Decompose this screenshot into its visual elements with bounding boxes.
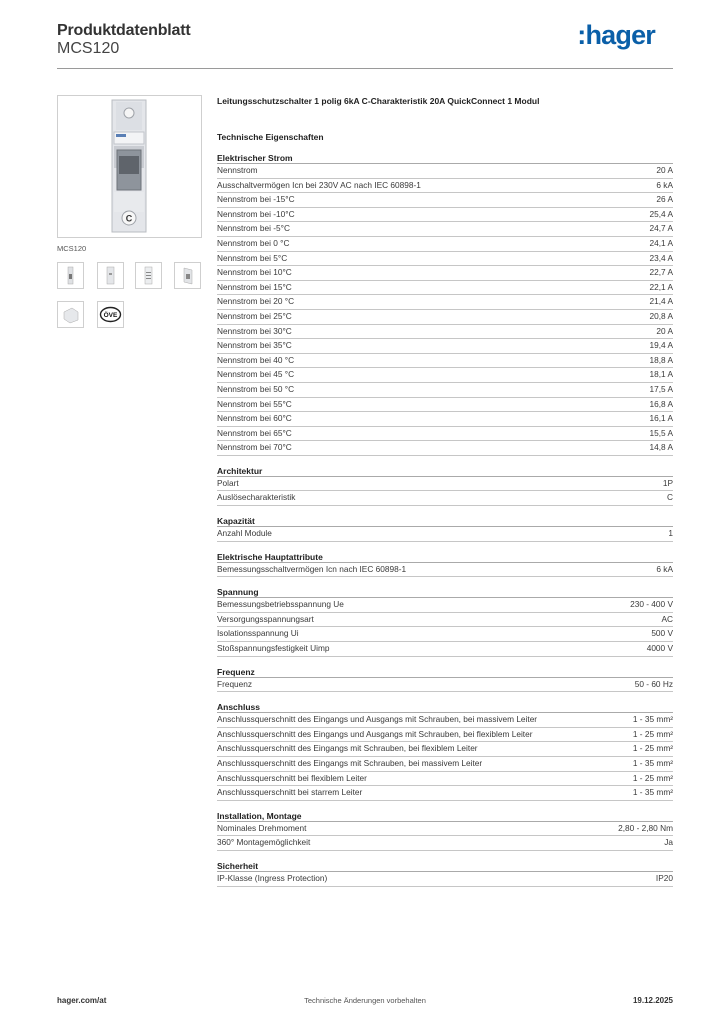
spec-row — [217, 713, 673, 728]
spec-value: 14,8 A — [649, 442, 673, 453]
header-divider — [57, 68, 673, 69]
label-view-thumbnail[interactable] — [135, 262, 162, 289]
product-code: MCS120 — [57, 40, 120, 57]
spec-value: 20 A — [656, 325, 673, 336]
spec-value: IP20 — [655, 872, 673, 883]
spec-label: Stoßspannungsfestigkeit Uimp — [217, 643, 330, 654]
spec-row — [217, 252, 673, 267]
spec-label: Nennstrom bei 55°C — [217, 398, 292, 409]
footer-date: 19.12.2025 — [632, 996, 673, 1005]
spec-value: 1P — [662, 477, 673, 488]
spec-label: Nennstrom bei 10°C — [217, 267, 292, 278]
spec-label: Ausschaltvermögen Icn bei 230V AC nach IEC 60898-1 — [217, 179, 421, 190]
spec-row — [217, 757, 673, 772]
spec-label: Isolationsspannung Ui — [217, 628, 299, 639]
spec-row — [217, 281, 673, 296]
spec-value: 18,1 A — [649, 369, 673, 380]
spec-row — [217, 477, 673, 492]
spec-value: 1 - 25 mm² — [632, 772, 673, 783]
document-title: Produktdatenblatt — [57, 22, 191, 39]
ove-certification-thumbnail[interactable] — [97, 301, 124, 328]
spec-value: 24,7 A — [649, 223, 673, 234]
side-view-thumbnail[interactable] — [97, 262, 124, 289]
spec-label: IP-Klasse (Ingress Protection) — [217, 872, 328, 883]
footer-note: Technische Änderungen vorbehalten — [304, 996, 426, 1005]
spec-label: Nennstrom bei 15°C — [217, 281, 292, 292]
section-title: Kapazität — [217, 515, 673, 527]
spec-label: Nennstrom bei 70°C — [217, 442, 292, 453]
spec-row — [217, 266, 673, 281]
section-title: Anschluss — [217, 701, 673, 713]
spec-row — [217, 383, 673, 398]
spec-row — [217, 208, 673, 223]
spec-row — [217, 222, 673, 237]
spec-section — [217, 666, 673, 693]
spec-row — [217, 354, 673, 369]
spec-label: Anschlussquerschnitt des Eingangs und Ausgangs mit Schrauben, bei massivem Leiter — [217, 714, 538, 725]
spec-value: 20,8 A — [649, 310, 673, 321]
spec-label: Nennstrom — [217, 165, 258, 175]
spec-section — [217, 810, 673, 851]
spec-label: Nennstrom bei -10°C — [217, 208, 295, 219]
spec-value: 16,8 A — [649, 398, 673, 409]
spec-value: 17,5 A — [649, 383, 673, 394]
spec-label: Bemessungsbetriebsspannung Ue — [217, 599, 344, 610]
spec-section — [217, 515, 673, 542]
spec-value: Ja — [664, 837, 673, 848]
spec-row — [217, 772, 673, 787]
spec-label: Anzahl Module — [217, 528, 272, 539]
spec-label: Nennstrom bei 30°C — [217, 325, 292, 336]
spec-value: 1 - 35 mm² — [632, 714, 673, 725]
spec-section — [217, 860, 673, 887]
spec-label: Nennstrom bei 65°C — [217, 427, 292, 438]
spec-value: 50 - 60 Hz — [634, 678, 673, 689]
spec-value: 22,7 A — [649, 267, 673, 278]
spec-section — [217, 701, 673, 801]
spec-label: Nennstrom bei 40 °C — [217, 354, 295, 365]
spec-label: Nominales Drehmoment — [217, 822, 307, 833]
section-title: Sicherheit — [217, 860, 673, 872]
section-title: Installation, Montage — [217, 810, 673, 822]
spec-section — [217, 551, 673, 578]
spec-label: Nennstrom bei 5°C — [217, 252, 288, 263]
spec-row — [217, 441, 673, 456]
hager-logo: :hager — [577, 20, 655, 50]
spec-value: 24,1 A — [649, 237, 673, 248]
spec-label: Nennstrom bei 45 °C — [217, 369, 295, 380]
spec-label: Anschlussquerschnitt des Eingangs und Ausgangs mit Schrauben, bei flexiblem Leiter — [217, 728, 533, 739]
spec-section — [217, 152, 673, 456]
spec-label: Polart — [217, 477, 239, 488]
spec-label: Nennstrom bei 50 °C — [217, 383, 295, 394]
spec-value: 1 - 25 mm² — [632, 743, 673, 754]
technical-properties-heading: Technische Eigenschaften — [217, 132, 324, 142]
spec-value: 18,8 A — [649, 354, 673, 365]
spec-value: 2,80 - 2,80 Nm — [618, 822, 673, 833]
circuit-breaker-illustration — [58, 96, 201, 237]
spec-row — [217, 325, 673, 340]
svg-text:C: C — [125, 213, 133, 224]
spec-value: 6 kA — [656, 563, 673, 574]
spec-label: Nennstrom bei 35°C — [217, 340, 292, 351]
spec-row — [217, 193, 673, 208]
spec-row — [217, 179, 673, 194]
spec-row — [217, 642, 673, 657]
spec-value: 1 - 35 mm² — [632, 758, 673, 768]
spec-row — [217, 427, 673, 442]
spec-label: Anschlussquerschnitt des Eingangs mit Schrauben, bei flexiblem Leiter — [217, 743, 478, 754]
spec-value: 15,5 A — [649, 427, 673, 438]
spec-row — [217, 742, 673, 757]
spec-row — [217, 491, 673, 506]
spec-label: Anschlussquerschnitt bei starrem Leiter — [217, 787, 363, 798]
spec-value: 20 A — [656, 165, 673, 175]
spec-label: Nennstrom bei 20 °C — [217, 296, 295, 307]
spec-value: 23,4 A — [649, 252, 673, 263]
spec-row — [217, 786, 673, 801]
section-title: Frequenz — [217, 666, 673, 678]
spec-label: Bemessungsschaltvermögen Icn nach IEC 60898-1 — [217, 563, 407, 574]
spec-label: Anschlussquerschnitt des Eingangs mit Schrauben, bei massivem Leiter — [217, 758, 483, 768]
spec-value: 1 — [668, 528, 673, 539]
spec-row — [217, 563, 673, 578]
spec-label: Nennstrom bei -15°C — [217, 194, 295, 205]
spec-row — [217, 822, 673, 837]
spec-row — [217, 164, 673, 179]
page-footer — [57, 996, 673, 1010]
section-title: Elektrischer Strom — [217, 152, 673, 164]
spec-row — [217, 678, 673, 693]
spec-value: 16,1 A — [649, 413, 673, 424]
spec-label: Versorgungsspannungsart — [217, 613, 314, 624]
spec-row — [217, 339, 673, 354]
spec-value: 26 A — [656, 194, 673, 205]
spec-row — [217, 310, 673, 325]
spec-row — [217, 728, 673, 743]
spec-label: Nennstrom bei 60°C — [217, 413, 292, 424]
spec-row — [217, 398, 673, 413]
spec-label: Frequenz — [217, 678, 253, 689]
spec-value: AC — [661, 613, 673, 624]
ove-mark-text: ÖVE — [103, 312, 118, 319]
spec-row — [217, 836, 673, 851]
spec-value: 19,4 A — [649, 340, 673, 351]
section-title: Spannung — [217, 586, 673, 598]
spec-row — [217, 295, 673, 310]
perspective-view-thumbnail[interactable] — [57, 301, 84, 328]
spec-section — [217, 465, 673, 506]
angled-view-thumbnail[interactable] — [174, 262, 201, 289]
spec-label: Auslösecharakteristik — [217, 492, 296, 503]
spec-label: Nennstrom bei -5°C — [217, 223, 290, 234]
section-title: Elektrische Hauptattribute — [217, 551, 673, 563]
spec-value: 1 - 25 mm² — [632, 728, 673, 739]
spec-row — [217, 368, 673, 383]
spec-label: Nennstrom bei 0 °C — [217, 237, 290, 248]
specifications-panel — [217, 95, 673, 887]
spec-value: 25,4 A — [649, 208, 673, 219]
spec-section — [217, 586, 673, 656]
spec-label: 360° Montagemöglichkeit — [217, 837, 311, 848]
image-caption: MCS120 — [57, 244, 87, 253]
spec-value: 500 V — [651, 628, 673, 639]
spec-label: Nennstrom bei 25°C — [217, 310, 292, 321]
spec-row — [217, 527, 673, 542]
spec-row — [217, 237, 673, 252]
spec-row — [217, 627, 673, 642]
spec-sections — [217, 152, 673, 887]
spec-value: 1 - 35 mm² — [632, 787, 673, 798]
spec-value: 230 - 400 V — [630, 599, 673, 610]
spec-label: Anschlussquerschnitt bei flexiblem Leiter — [217, 772, 367, 783]
spec-value: 4000 V — [646, 643, 673, 654]
product-description: Leitungsschutzschalter 1 polig 6kA C-Charakteristik 20A QuickConnect 1 Modul — [217, 96, 540, 106]
page-header — [57, 20, 673, 70]
spec-row — [217, 598, 673, 613]
spec-row — [217, 613, 673, 628]
spec-value: 22,1 A — [649, 281, 673, 292]
spec-row — [217, 412, 673, 427]
footer-website[interactable]: hager.com/at — [57, 996, 107, 1005]
section-title: Architektur — [217, 465, 673, 477]
spec-row — [217, 872, 673, 887]
spec-value: 6 kA — [656, 179, 673, 190]
front-view-thumbnail[interactable] — [57, 262, 84, 289]
spec-value: 21,4 A — [649, 296, 673, 307]
product-image — [57, 95, 202, 238]
spec-value: C — [667, 492, 673, 503]
